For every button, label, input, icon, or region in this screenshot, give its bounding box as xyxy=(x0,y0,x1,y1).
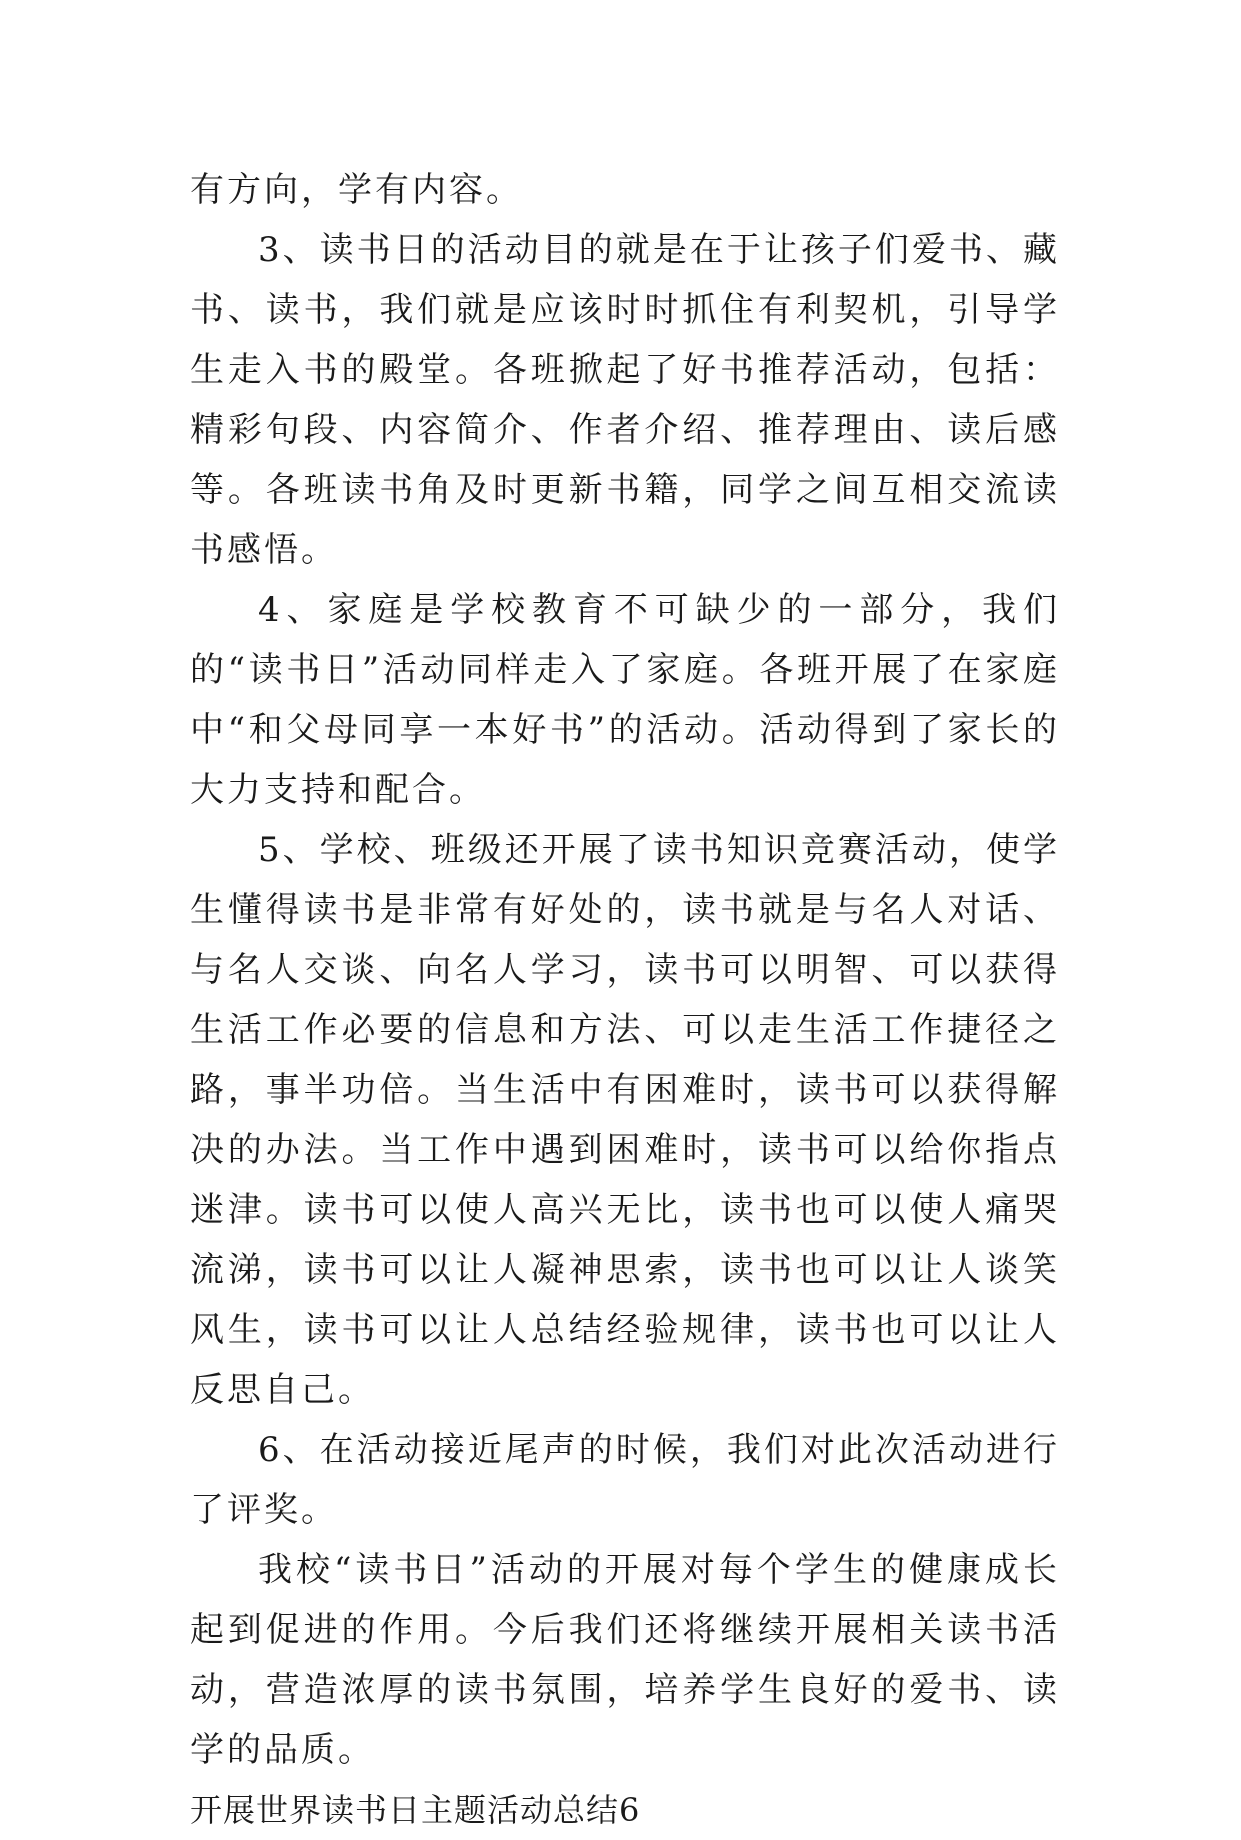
paragraph-item-4: 4、家庭是学校教育不可缺少的一部分，我们的“读书日”活动同样走入了家庭。各班开展了在家庭中“和父母同享一本好书”的活动。活动得到了家长的大力支持和配合。 xyxy=(190,590,1060,810)
paragraph-continuation: 有方向，学有内容。 xyxy=(190,170,523,210)
section-heading: 开展世界读书日主题活动总结6 xyxy=(190,1791,641,1829)
document-page xyxy=(190,160,1060,1840)
paragraph-conclusion: 我校“读书日”活动的开展对每个学生的健康成长起到促进的作用。今后我们还将继续开展相关读书活动，营造浓厚的读书氛围，培养学生良好的爱书、读学的品质。 xyxy=(190,1550,1060,1770)
paragraph-item-6: 6、在活动接近尾声的时候，我们对此次活动进行了评奖。 xyxy=(190,1430,1060,1530)
paragraph-item-3: 3、读书日的活动目的就是在于让孩子们爱书、藏书、读书，我们就是应该时时抓住有利契机，引导学生走入书的殿堂。各班掀起了好书推荐活动，包括：精彩句段、内容简介、作者介绍、推荐理由、读后感等。各班读书角及时更新书籍，同学之间互相交流读书感悟。 xyxy=(190,230,1060,570)
paragraph-item-5: 5、学校、班级还开展了读书知识竞赛活动，使学生懂得读书是非常有好处的，读书就是与名人对话、与名人交谈、向名人学习，读书可以明智、可以获得生活工作必要的信息和方法、可以走生活工作捷径之路，事半功倍。当生活中有困难时，读书可以获得解决的办法。当工作中遇到困难时，读书可以给你指点迷津。读书可以使人高兴无比，读书也可以使人痛哭流涕，读书可以让人凝神思索，读书也可以让人谈笑风生，读书可以让人总结经验规律，读书也可以让人反思自己。 xyxy=(190,830,1060,1410)
